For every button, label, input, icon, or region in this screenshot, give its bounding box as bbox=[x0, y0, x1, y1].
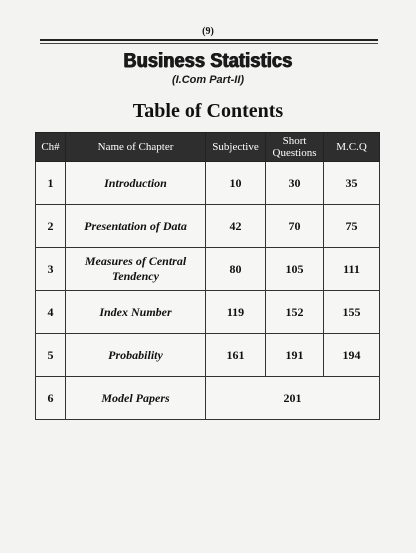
table-row bbox=[36, 334, 380, 377]
cell-short-questions: 191 bbox=[266, 334, 324, 377]
cell-ch: 6 bbox=[36, 377, 66, 420]
page-number: (9) bbox=[202, 26, 214, 37]
table-row bbox=[36, 291, 380, 334]
cell-chapter-name: Model Papers bbox=[66, 377, 206, 420]
book-title: Business Statistics bbox=[123, 48, 293, 72]
cell-short-questions: 152 bbox=[266, 291, 324, 334]
cell-mcq: 155 bbox=[324, 291, 380, 334]
cell-short-questions: 30 bbox=[266, 162, 324, 205]
header-rule-thin bbox=[40, 43, 378, 44]
cell-combined-page: 201 bbox=[206, 377, 380, 420]
cell-subjective: 161 bbox=[206, 334, 266, 377]
table-row bbox=[36, 162, 380, 205]
book-subtitle: (I.Com Part-II) bbox=[171, 74, 245, 86]
cell-chapter-name: Probability bbox=[66, 334, 206, 377]
cell-mcq: 111 bbox=[324, 248, 380, 291]
col-header-subjective: Subjective bbox=[206, 133, 266, 162]
cell-short-questions: 70 bbox=[266, 205, 324, 248]
cell-ch: 4 bbox=[36, 291, 66, 334]
cell-ch: 2 bbox=[36, 205, 66, 248]
table-row bbox=[36, 248, 380, 291]
col-header-name: Name of Chapter bbox=[66, 133, 206, 162]
cell-mcq: 35 bbox=[324, 162, 380, 205]
cell-short-questions: 105 bbox=[266, 248, 324, 291]
cell-mcq: 194 bbox=[324, 334, 380, 377]
cell-subjective: 42 bbox=[206, 205, 266, 248]
cell-chapter-name: Index Number bbox=[66, 291, 206, 334]
cell-ch: 1 bbox=[36, 162, 66, 205]
toc-table bbox=[35, 132, 380, 420]
col-header-ch: Ch# bbox=[36, 133, 66, 162]
header-rule-thick bbox=[40, 39, 378, 41]
cell-mcq: 75 bbox=[324, 205, 380, 248]
cell-chapter-name: Introduction bbox=[66, 162, 206, 205]
cell-chapter-name: Presentation of Data bbox=[66, 205, 206, 248]
cell-subjective: 119 bbox=[206, 291, 266, 334]
cell-subjective: 10 bbox=[206, 162, 266, 205]
col-header-mcq: M.C.Q bbox=[324, 133, 380, 162]
toc-header-row bbox=[36, 133, 380, 162]
table-row bbox=[36, 377, 380, 420]
cell-chapter-name: Measures of Central Tendency bbox=[66, 248, 206, 291]
toc-heading: Table of Contents bbox=[132, 100, 284, 122]
cell-subjective: 80 bbox=[206, 248, 266, 291]
cell-ch: 3 bbox=[36, 248, 66, 291]
col-header-short-questions: Short Questions bbox=[266, 133, 324, 162]
table-row bbox=[36, 205, 380, 248]
cell-ch: 5 bbox=[36, 334, 66, 377]
